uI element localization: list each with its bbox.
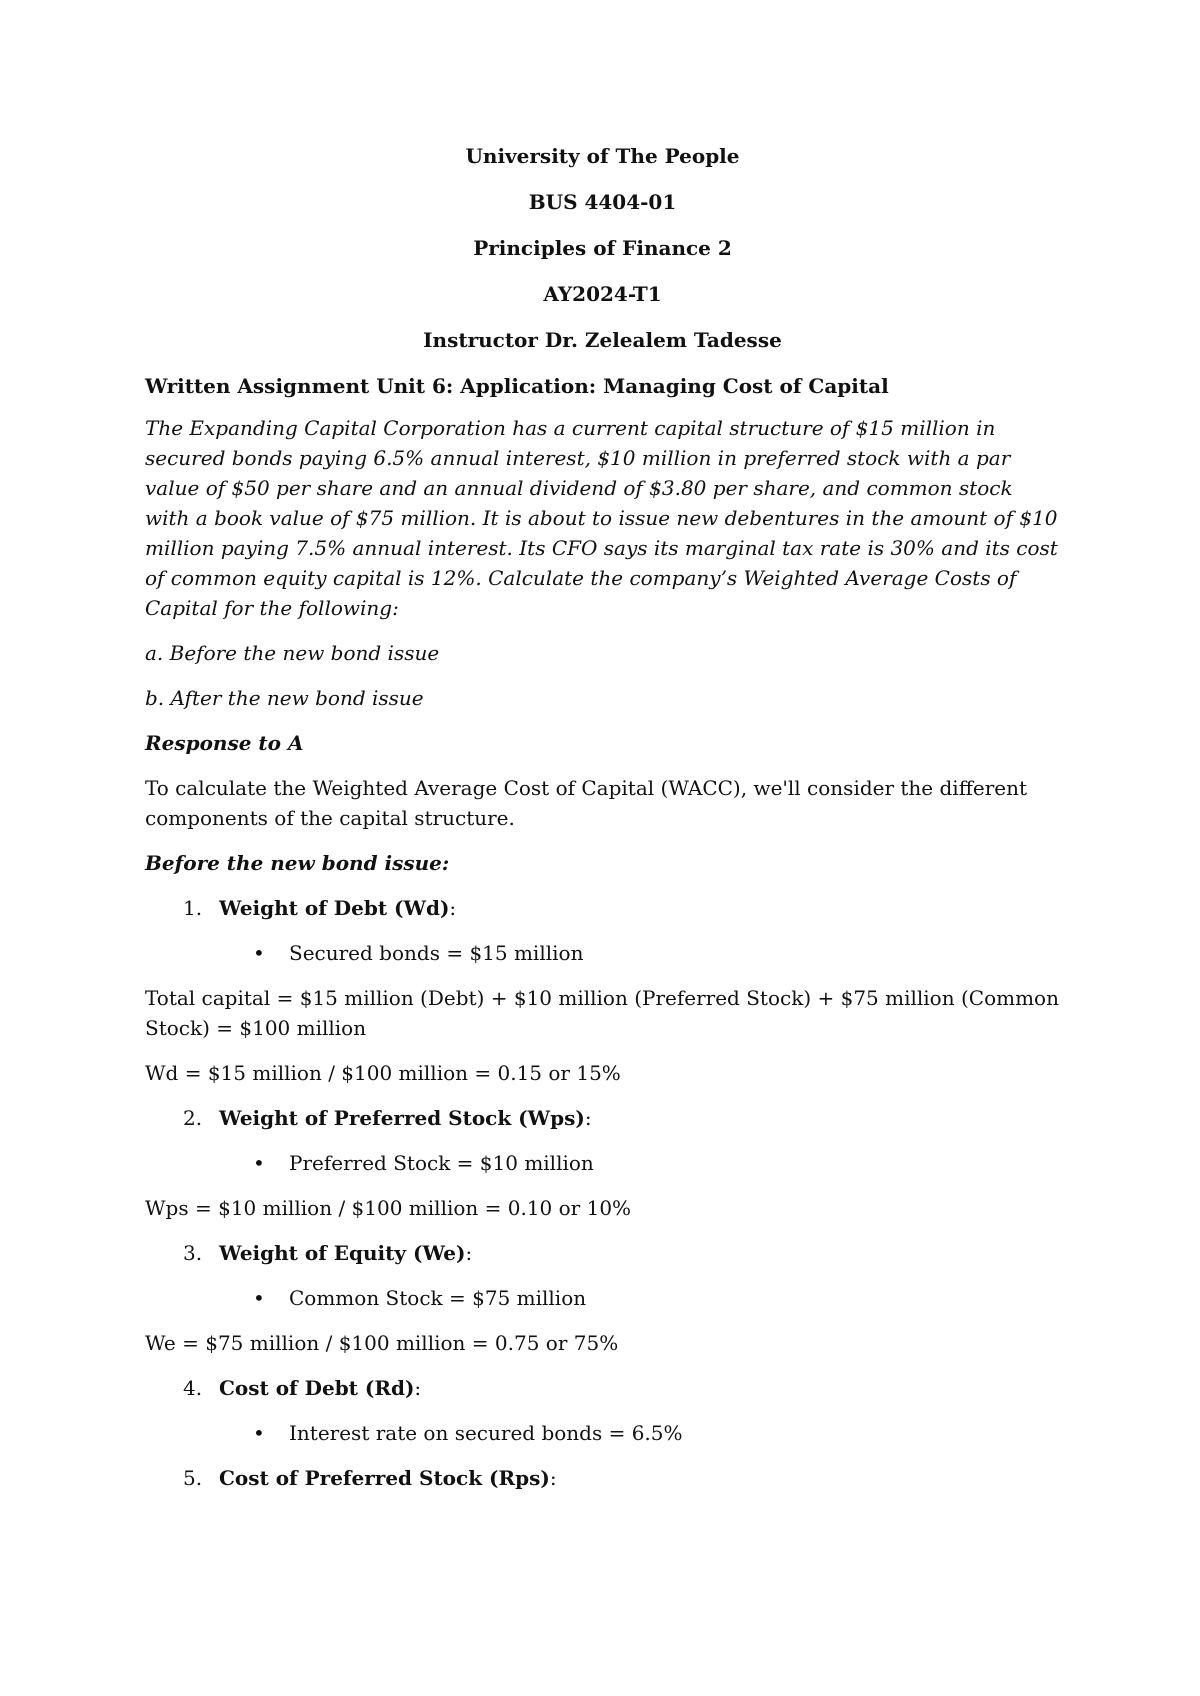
list-item (145, 1373, 1060, 1403)
list-item (145, 1103, 1060, 1133)
question-prompt: The Expanding Capital Corporation has a current capital structure of $15 million in secured bonds paying 6.5% annual interest, $10 million in preferred stock with a par value of $50 per share and an annual dividend of $3.80 per share, and common stock with a book value of $75 million. It is about to issue new debentures in the amount of $10 million paying 7.5% annual interest. Its CFO says its marginal tax rate is 30% and its cost of common equity capital is 12%. Calculate the company’s Weighted Average Costs of Capital for the following: (145, 416, 1058, 620)
instructor: Instructor Dr. Zelealem Tadesse (423, 328, 782, 352)
bullet-item (145, 1418, 1060, 1448)
list-item-suffix: : (549, 1466, 557, 1490)
document-header (145, 0, 1060, 351)
bullet-text: Secured bonds = $15 million (289, 941, 584, 965)
calculation-line: Total capital = $15 million (Debt) + $10 million (Preferred Stock) + $75 million (Common Stock) = $100 million (145, 986, 1059, 1040)
list-item (145, 1238, 1060, 1268)
list-item-number: 4. (183, 1376, 203, 1400)
list-item-label: Weight of Equity (We) (219, 1241, 466, 1265)
list-item (145, 893, 1060, 923)
list-item-label: Weight of Debt (Wd) (219, 896, 450, 920)
bullet-text: Common Stock = $75 million (289, 1286, 587, 1310)
bullet-text: Preferred Stock = $10 million (289, 1151, 594, 1175)
response-subheading: Before the new bond issue: (145, 851, 450, 875)
bullet-text: Interest rate on secured bonds = 6.5% (289, 1421, 683, 1445)
university-name: University of The People (465, 144, 740, 168)
term: AY2024-T1 (543, 282, 662, 306)
calculation-line: We = $75 million / $100 million = 0.75 or 75% (145, 1331, 619, 1355)
list-item-suffix: : (584, 1106, 592, 1130)
list-item-suffix: : (465, 1241, 473, 1265)
question-part-b: b. After the new bond issue (145, 686, 424, 710)
calculation-line: Wd = $15 million / $100 million = 0.15 or 15% (145, 1061, 621, 1085)
bullet-item (145, 938, 1060, 968)
list-item-number: 5. (183, 1466, 203, 1490)
list-item-suffix: : (414, 1376, 422, 1400)
course-name: Principles of Finance 2 (473, 236, 732, 260)
list-item (145, 1463, 1060, 1493)
list-item-suffix: : (449, 896, 457, 920)
response-heading: Response to A (145, 731, 304, 755)
bullet-icon: • (253, 1421, 265, 1445)
list-item-label: Cost of Preferred Stock (Rps) (219, 1466, 550, 1490)
course-code: BUS 4404-01 (528, 190, 677, 214)
bullet-icon: • (253, 1286, 265, 1310)
bullet-icon: • (253, 1151, 265, 1175)
assignment-title: Written Assignment Unit 6: Application: Managing Cost of Capital (145, 374, 889, 398)
bullet-item (145, 1148, 1060, 1178)
list-item-label: Cost of Debt (Rd) (219, 1376, 415, 1400)
response-intro: To calculate the Weighted Average Cost of Capital (WACC), we'll consider the different components of the capital structure. (145, 776, 1028, 830)
bullet-item (145, 1283, 1060, 1313)
list-item-label: Weight of Preferred Stock (Wps) (219, 1106, 585, 1130)
calculation-line: Wps = $10 million / $100 million = 0.10 or 10% (145, 1196, 632, 1220)
bullet-icon: • (253, 941, 265, 965)
list-item-number: 1. (183, 896, 203, 920)
list-item-number: 2. (183, 1106, 203, 1130)
list-item-number: 3. (183, 1241, 203, 1265)
question-part-a: a. Before the new bond issue (145, 641, 440, 665)
